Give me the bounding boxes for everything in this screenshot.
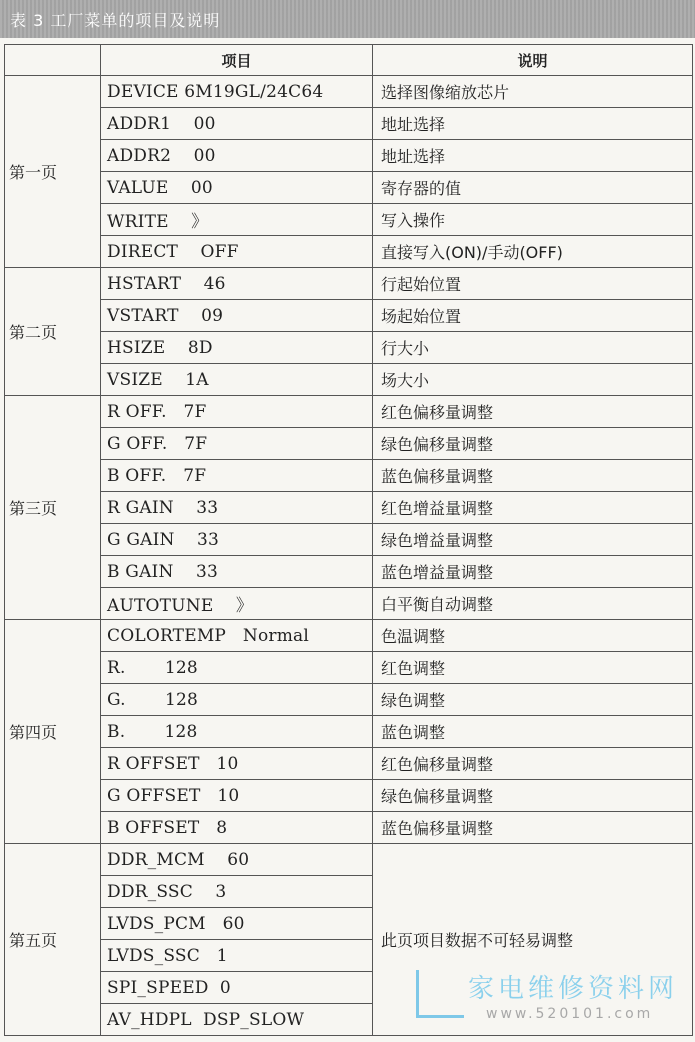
item-cell: ADDR2 00	[101, 140, 373, 172]
item-cell: B GAIN 33	[101, 556, 373, 588]
table-row	[5, 428, 693, 460]
item-cell: VSTART 09	[101, 300, 373, 332]
table-row	[5, 396, 693, 428]
item-cell: SPI_SPEED 0	[101, 972, 373, 1004]
item-cell: R OFF. 7F	[101, 396, 373, 428]
item-cell: R. 128	[101, 652, 373, 684]
table-row	[5, 300, 693, 332]
desc-cell: 蓝色偏移量调整	[373, 812, 693, 844]
desc-cell: 白平衡自动调整	[373, 588, 693, 620]
table-row	[5, 780, 693, 812]
desc-cell: 红色偏移量调整	[373, 748, 693, 780]
table-row	[5, 236, 693, 268]
page-label-cell: 第五页	[5, 844, 101, 1036]
desc-cell: 行起始位置	[373, 268, 693, 300]
page-label-cell: 第三页	[5, 396, 101, 620]
item-cell: VALUE 00	[101, 172, 373, 204]
watermark	[416, 968, 686, 1028]
header-desc-cell: 说明	[373, 45, 693, 76]
item-cell: B OFF. 7F	[101, 460, 373, 492]
header-row	[5, 45, 693, 76]
desc-cell: 绿色偏移量调整	[373, 428, 693, 460]
desc-cell: 蓝色增益量调整	[373, 556, 693, 588]
factory-menu-table	[4, 44, 693, 1036]
table-row	[5, 108, 693, 140]
table-row	[5, 588, 693, 620]
table-row	[5, 652, 693, 684]
table-row	[5, 364, 693, 396]
table-row	[5, 844, 693, 876]
item-cell: G OFFSET 10	[101, 780, 373, 812]
table-caption: 表 3 工厂菜单的项目及说明	[10, 11, 221, 30]
table-caption-bar	[0, 0, 695, 38]
table-row	[5, 620, 693, 652]
shared-desc-cell: 此页项目数据不可轻易调整	[373, 844, 693, 1036]
table-row	[5, 492, 693, 524]
item-cell: ADDR1 00	[101, 108, 373, 140]
desc-cell: 蓝色偏移量调整	[373, 460, 693, 492]
item-cell: LVDS_PCM 60	[101, 908, 373, 940]
item-cell: VSIZE 1A	[101, 364, 373, 396]
desc-cell: 绿色调整	[373, 684, 693, 716]
desc-cell: 红色调整	[373, 652, 693, 684]
desc-cell: 场起始位置	[373, 300, 693, 332]
item-cell: B. 128	[101, 716, 373, 748]
desc-cell: 绿色偏移量调整	[373, 780, 693, 812]
table-row	[5, 268, 693, 300]
page-label-cell: 第一页	[5, 76, 101, 268]
item-cell: COLORTEMP Normal	[101, 620, 373, 652]
watermark-url: www.520101.com	[486, 1006, 654, 1022]
item-cell: WRITE 》	[101, 204, 373, 236]
desc-cell: 寄存器的值	[373, 172, 693, 204]
header-page-cell	[5, 45, 101, 76]
table-row	[5, 684, 693, 716]
table-row	[5, 524, 693, 556]
table-row	[5, 556, 693, 588]
item-cell: HSTART 46	[101, 268, 373, 300]
item-cell: R GAIN 33	[101, 492, 373, 524]
desc-cell: 绿色增益量调整	[373, 524, 693, 556]
watermark-logo-icon	[416, 970, 464, 1018]
table-row	[5, 748, 693, 780]
item-cell: HSIZE 8D	[101, 332, 373, 364]
desc-cell: 写入操作	[373, 204, 693, 236]
item-cell: DEVICE 6M19GL/24C64	[101, 76, 373, 108]
table-row	[5, 204, 693, 236]
item-cell: DDR_SSC 3	[101, 876, 373, 908]
table-body	[5, 76, 693, 1036]
desc-cell: 色温调整	[373, 620, 693, 652]
item-cell: B OFFSET 8	[101, 812, 373, 844]
desc-cell: 红色偏移量调整	[373, 396, 693, 428]
header-item-cell: 项目	[101, 45, 373, 76]
desc-cell: 蓝色调整	[373, 716, 693, 748]
table-row	[5, 460, 693, 492]
desc-cell: 行大小	[373, 332, 693, 364]
desc-cell: 场大小	[373, 364, 693, 396]
desc-cell: 红色增益量调整	[373, 492, 693, 524]
page-label-cell: 第二页	[5, 268, 101, 396]
table-row	[5, 140, 693, 172]
desc-cell: 地址选择	[373, 140, 693, 172]
item-cell: LVDS_SSC 1	[101, 940, 373, 972]
table-row	[5, 716, 693, 748]
item-cell: G OFF. 7F	[101, 428, 373, 460]
desc-cell: 直接写入(ON)/手动(OFF)	[373, 236, 693, 268]
item-cell: AV_HDPL DSP_SLOW	[101, 1004, 373, 1036]
table-row	[5, 332, 693, 364]
table-row	[5, 76, 693, 108]
watermark-text: 家电维修资料网	[468, 974, 679, 1004]
item-cell: DDR_MCM 60	[101, 844, 373, 876]
table-row	[5, 172, 693, 204]
table-row	[5, 812, 693, 844]
desc-cell: 地址选择	[373, 108, 693, 140]
page-label-cell: 第四页	[5, 620, 101, 844]
item-cell: R OFFSET 10	[101, 748, 373, 780]
item-cell: DIRECT OFF	[101, 236, 373, 268]
desc-cell: 选择图像缩放芯片	[373, 76, 693, 108]
item-cell: G GAIN 33	[101, 524, 373, 556]
item-cell: AUTOTUNE 》	[101, 588, 373, 620]
item-cell: G. 128	[101, 684, 373, 716]
